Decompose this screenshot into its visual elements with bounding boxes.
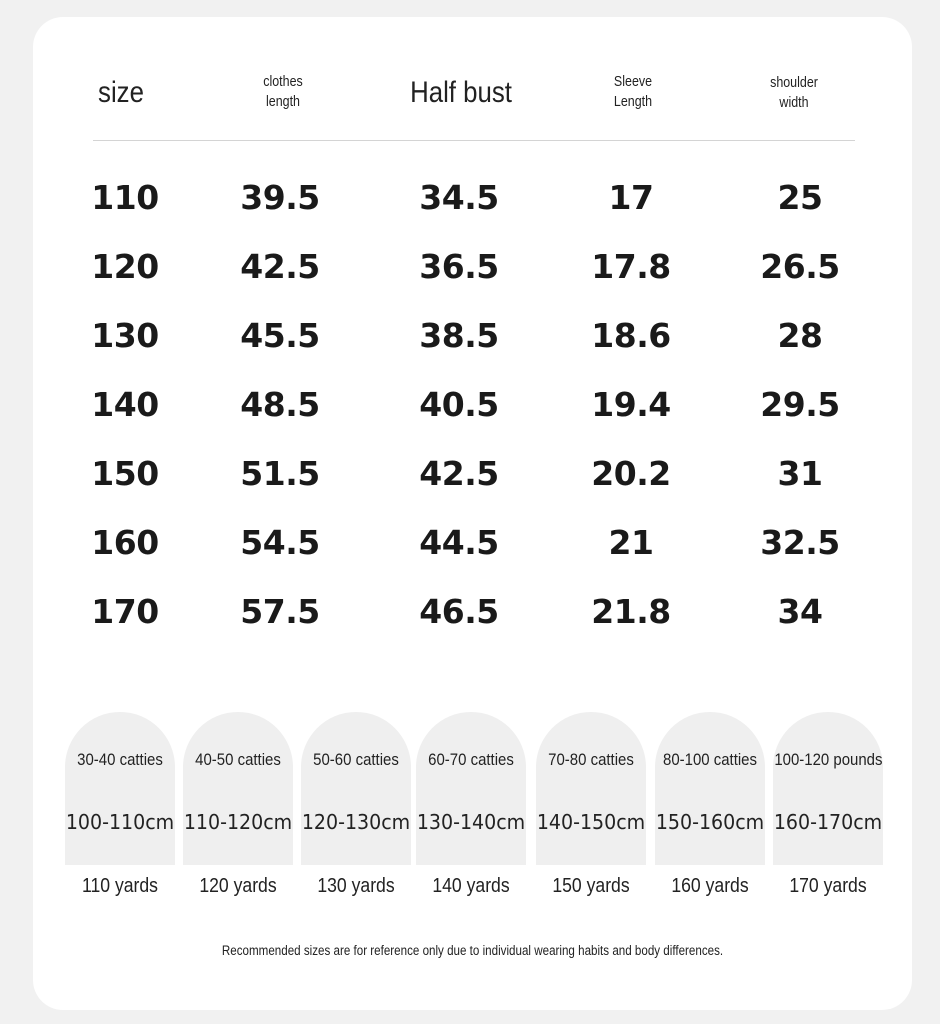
recommendation-height: 160-170cm: [773, 810, 883, 834]
recommendation-arch: [536, 712, 646, 865]
header-sleeve-length-line2: Length: [613, 94, 653, 110]
cell-size: 110: [91, 178, 159, 217]
recommendation-size: 130 yards: [317, 875, 395, 897]
cell-size: 130: [91, 316, 159, 355]
cell-clothes-length: 48.5: [240, 385, 320, 424]
cell-half-bust: 42.5: [419, 454, 499, 493]
recommendation-arch: [773, 712, 883, 865]
cell-half-bust: 46.5: [419, 592, 499, 631]
recommendation-weight: 100-120 pounds: [774, 750, 883, 769]
header-clothes-length-line2: length: [266, 94, 300, 110]
cell-shoulder-width: 29.5: [760, 385, 840, 424]
recommendation-arch: [301, 712, 411, 865]
recommendation-size: 120 yards: [199, 875, 277, 897]
header-shoulder-width-line2: width: [779, 95, 809, 111]
cell-clothes-length: 42.5: [240, 247, 320, 286]
recommendation-height: 110-120cm: [183, 810, 293, 834]
size-chart-card: [33, 17, 912, 1010]
recommendation-size: 160 yards: [671, 875, 749, 897]
recommendation-height: 150-160cm: [655, 810, 765, 834]
cell-size: 160: [91, 523, 159, 562]
cell-size: 170: [91, 592, 159, 631]
header-clothes-length-line1: clothes: [263, 74, 303, 90]
cell-sleeve-length: 17.8: [591, 247, 671, 286]
cell-half-bust: 34.5: [419, 178, 499, 217]
recommendation-weight: 50-60 catties: [313, 750, 399, 769]
recommendation-size: 170 yards: [789, 875, 867, 897]
header-clothes-length: [240, 72, 326, 112]
cell-size: 150: [91, 454, 159, 493]
cell-half-bust: 40.5: [419, 385, 499, 424]
recommendation-weight: 80-100 catties: [663, 750, 757, 769]
recommendation-arch: [183, 712, 293, 865]
cell-clothes-length: 57.5: [240, 592, 320, 631]
cell-shoulder-width: 32.5: [760, 523, 840, 562]
cell-sleeve-length: 17: [608, 178, 654, 217]
cell-clothes-length: 45.5: [240, 316, 320, 355]
cell-shoulder-width: 28: [777, 316, 823, 355]
header-shoulder-width-line1: shoulder: [770, 75, 818, 91]
recommendation-arch: [65, 712, 175, 865]
cell-sleeve-length: 18.6: [591, 316, 671, 355]
cell-clothes-length: 51.5: [240, 454, 320, 493]
cell-shoulder-width: 34: [777, 592, 823, 631]
recommendation-size: 150 yards: [552, 875, 630, 897]
cell-sleeve-length: 21.8: [591, 592, 671, 631]
cell-sleeve-length: 20.2: [591, 454, 671, 493]
cell-shoulder-width: 25: [777, 178, 823, 217]
cell-shoulder-width: 26.5: [760, 247, 840, 286]
recommendation-height: 130-140cm: [416, 810, 526, 834]
header-divider: [93, 140, 855, 141]
cell-size: 140: [91, 385, 159, 424]
recommendation-weight: 70-80 catties: [548, 750, 634, 769]
header-half-bust: Half bust: [410, 76, 512, 109]
header-shoulder-width: [751, 73, 837, 113]
header-size: size: [98, 76, 144, 109]
recommendation-weight: 30-40 catties: [77, 750, 163, 769]
recommendation-weight: 60-70 catties: [428, 750, 514, 769]
recommendation-height: 100-110cm: [65, 810, 175, 834]
recommendation-size: 140 yards: [432, 875, 510, 897]
recommendation-arch: [655, 712, 765, 865]
cell-sleeve-length: 21: [608, 523, 654, 562]
cell-clothes-length: 54.5: [240, 523, 320, 562]
recommendation-arch: [416, 712, 526, 865]
cell-half-bust: 36.5: [419, 247, 499, 286]
header-sleeve-length-line1: Sleeve: [613, 74, 653, 90]
cell-shoulder-width: 31: [777, 454, 823, 493]
cell-half-bust: 38.5: [419, 316, 499, 355]
cell-size: 120: [91, 247, 159, 286]
cell-half-bust: 44.5: [419, 523, 499, 562]
cell-sleeve-length: 19.4: [591, 385, 671, 424]
header-sleeve-length: [590, 72, 676, 112]
recommendation-weight: 40-50 catties: [195, 750, 281, 769]
recommendation-size: 110 yards: [81, 875, 158, 897]
cell-clothes-length: 39.5: [240, 178, 320, 217]
disclaimer-note: Recommended sizes are for reference only due to individual wearing habits and body differences.: [221, 943, 724, 958]
recommendation-height: 120-130cm: [301, 810, 411, 834]
recommendation-height: 140-150cm: [536, 810, 646, 834]
